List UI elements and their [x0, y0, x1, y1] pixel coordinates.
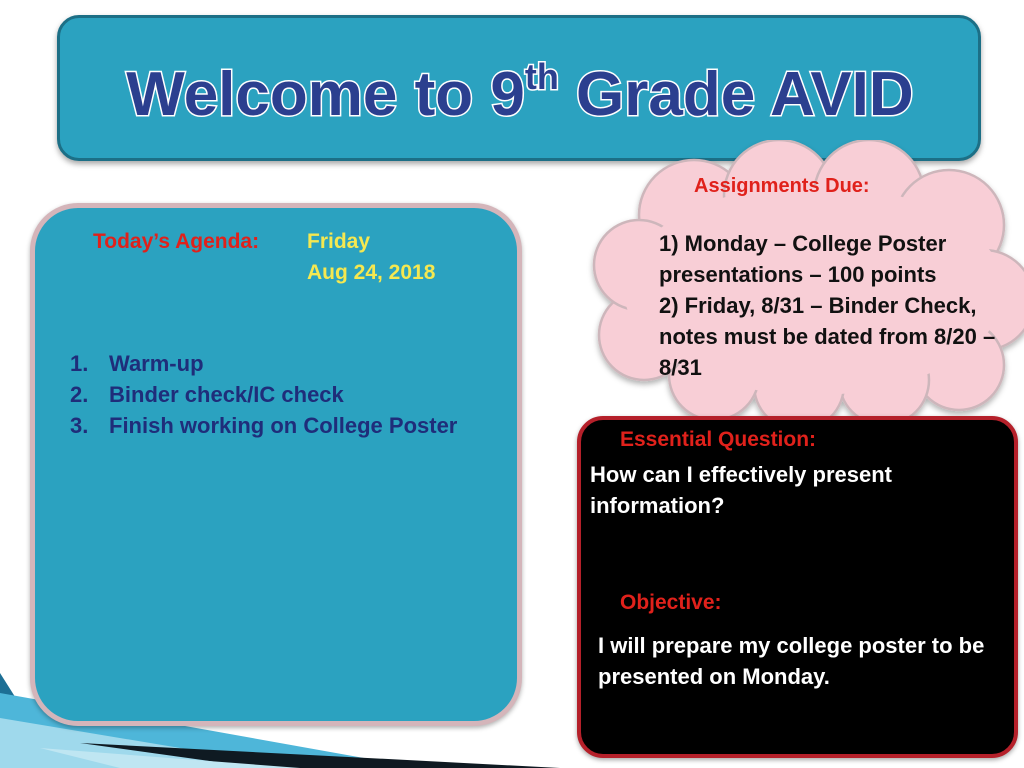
svg-text:Welcome to 9th Grade AVID — [126, 56, 913, 129]
list-item-number: 1. — [70, 351, 89, 376]
essential-question-title: Essential Question: — [620, 428, 817, 451]
list-item-number: 2. — [70, 382, 89, 407]
list-item: 1) Monday – College Poster presentations – 100 points — [659, 231, 947, 287]
list-item-number: 3. — [70, 413, 89, 438]
title-suffix: Grade AVID — [558, 60, 914, 129]
list-item-text: Binder check/IC check — [109, 382, 344, 407]
assignments-list — [659, 228, 1009, 383]
page-title — [60, 18, 978, 158]
list-item — [70, 379, 470, 410]
agenda-label: Today’s Agenda: — [93, 230, 260, 253]
list-item — [70, 348, 470, 379]
title-superscript: th — [524, 56, 559, 97]
agenda-day: Friday — [307, 230, 371, 253]
assignments-title: Assignments Due: — [694, 175, 870, 197]
agenda-list — [70, 348, 470, 441]
list-item — [70, 410, 470, 441]
title-prefix: Welcome to 9 — [126, 60, 525, 129]
essential-question-text: How can I effectively present information? — [590, 462, 892, 518]
agenda-date — [307, 226, 435, 288]
objective-title: Objective: — [620, 591, 722, 614]
agenda-date-value: Aug 24, 2018 — [307, 261, 436, 284]
list-item: 2) Friday, 8/31 – Binder Check, notes must be dated from 8/20 – 8/31 — [659, 293, 996, 380]
agenda-panel — [30, 203, 522, 726]
objective-text: I will prepare my college poster to be presented on Monday. — [598, 633, 985, 689]
list-item-text: Finish working on College Poster — [109, 413, 458, 438]
list-item-text: Warm-up — [109, 351, 204, 376]
